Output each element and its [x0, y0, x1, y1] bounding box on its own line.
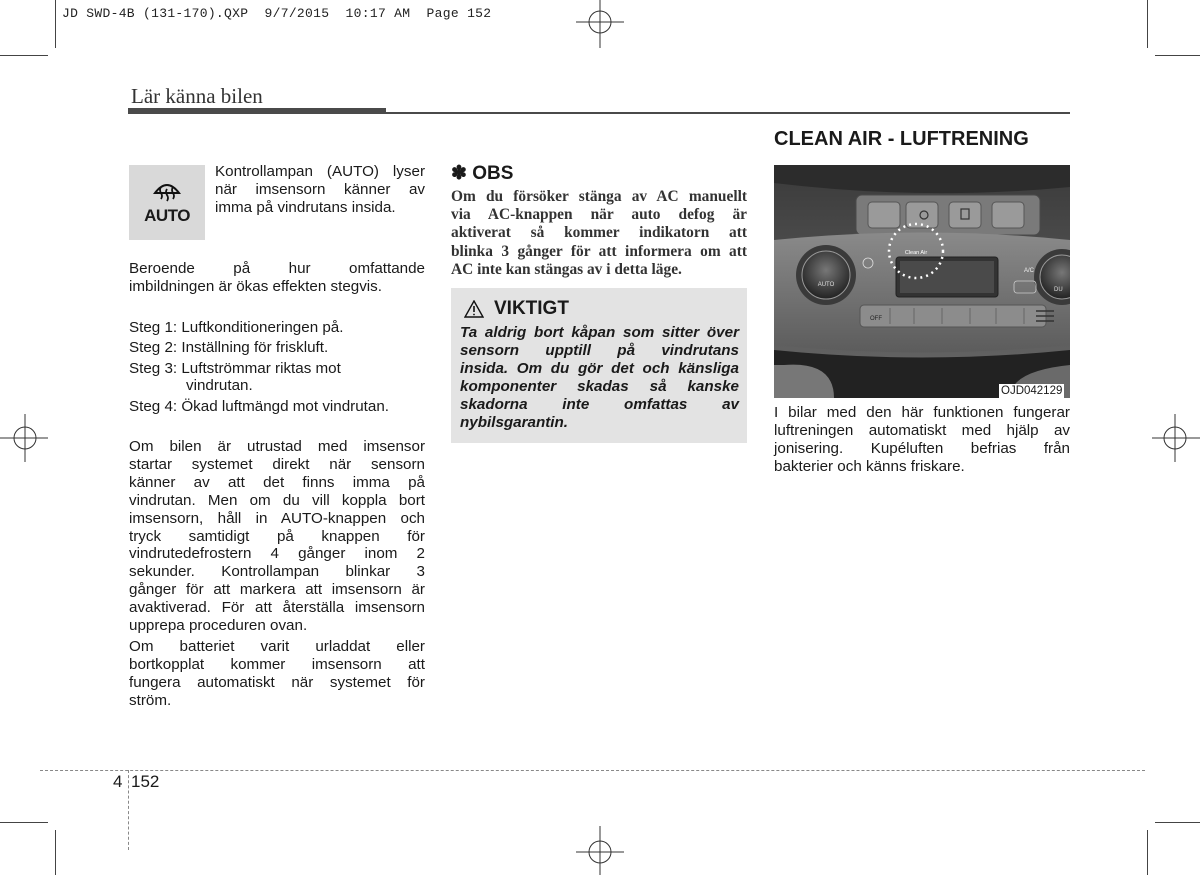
paragraph-battery	[129, 638, 425, 710]
text-line: insida. Om du gör det och känsliga	[460, 359, 739, 377]
paragraph-intensity	[129, 260, 425, 296]
step-item: Steg 2: Inställning för friskluft.	[129, 339, 329, 357]
obs-heading: ✽ OBS	[451, 163, 514, 184]
auto-knob-label: AUTO	[817, 282, 835, 288]
defrost-icon	[152, 179, 182, 205]
header-rule-thin	[386, 112, 1070, 114]
clean-air-description	[774, 404, 1070, 476]
text-line: Beroende på hur omfattande	[129, 260, 425, 277]
warning-heading-text: VIKTIGT	[494, 298, 569, 319]
paragraph-sensor	[129, 438, 425, 635]
text-line: sensorn upptill på vindrutans	[460, 341, 739, 359]
climate-panel-illustration	[774, 165, 1070, 398]
page-number	[113, 772, 159, 792]
steps-list	[129, 318, 425, 417]
text-line: tryck samtidigt på knappen för	[129, 527, 425, 545]
text-line: skadorna inte omfattas av	[460, 395, 739, 413]
auto-defog-icon	[129, 165, 205, 240]
warning-heading	[464, 298, 569, 320]
text-line: vindrutan. Men om du vill koppla bort	[129, 491, 425, 509]
obs-text	[451, 188, 747, 279]
crop-mark	[1147, 0, 1148, 48]
text-line: sekunder. Kontrollampan blinkar 3	[129, 563, 425, 581]
step-item: Steg 4: Ökad luftmängd mot vindrutan.	[129, 397, 390, 415]
text-line: luftreningen automatiskt med hjälp av	[774, 421, 1070, 439]
text-line: imbildningen är ökas effekten stegvis.	[129, 277, 382, 295]
registration-mark-right	[1150, 410, 1200, 466]
section-title: Lär känna bilen	[131, 84, 263, 108]
text-line: bortkopplat kommer imsensorn att	[129, 655, 425, 673]
icon-caption	[215, 163, 425, 217]
photo-code: OJD042129	[1001, 385, 1063, 397]
page-number-value: 152	[131, 772, 160, 791]
print-slug: JD SWD-4B (131-170).QXP 9/7/2015 10:17 AM Page 152	[62, 6, 492, 21]
step-item: Steg 3: Luftströmmar riktas mot	[129, 359, 341, 377]
crop-mark	[1155, 822, 1200, 823]
text-line: Om batteriet varit urladdat eller	[129, 638, 425, 655]
text-line: ström.	[129, 691, 172, 709]
text-line: avaktiverad. För att återställa imsensorn	[129, 599, 425, 617]
ac-button-label: A/C	[1024, 268, 1035, 274]
clean-air-heading: CLEAN AIR - LUFTRENING	[774, 128, 1029, 150]
text-line: när imsensorn känner av	[215, 180, 425, 198]
header-rule-thick	[128, 108, 386, 114]
text-line: via AC-knappen när auto defog är	[451, 206, 747, 224]
step-item-continued: vindrutan.	[186, 377, 253, 395]
text-line: AC inte kan stängas av i detta läge.	[451, 260, 682, 278]
text-line: startar systemet direkt när sensorn	[129, 455, 425, 473]
crop-mark	[0, 55, 48, 56]
climate-control-photo	[774, 165, 1070, 398]
step-item: Steg 1: Luftkonditioneringen på.	[129, 319, 344, 336]
crop-mark	[55, 0, 56, 48]
text-line: upprepa proceduren ovan.	[129, 617, 308, 635]
text-line: blinka 3 gånger för att informera om att	[451, 242, 747, 260]
text-line: Om du försöker stänga av AC manuellt	[451, 188, 747, 205]
text-line: nybilsgarantin.	[460, 413, 569, 431]
text-line: imsensorn, håll in AUTO-knappen och	[129, 509, 425, 527]
text-line: komponenter skadas så kanske	[460, 377, 739, 395]
text-line: bakterier och känns friskare.	[774, 457, 965, 475]
text-line: fungera automatiskt när systemet för	[129, 673, 425, 691]
crop-mark	[1147, 830, 1148, 875]
text-line: Kontrollampan (AUTO) lyser	[215, 163, 425, 180]
auto-label: AUTO	[144, 206, 190, 225]
text-line: aktiverat så kommer indikatorn att	[451, 224, 747, 242]
footer-divider	[40, 770, 1145, 771]
off-button-label: OFF	[870, 316, 882, 322]
text-line: Ta aldrig bort kåpan som sitter över	[460, 324, 739, 341]
text-line: känner av att det finns imma på	[129, 473, 425, 491]
text-line: imma på vindrutans insida.	[215, 198, 396, 216]
warning-text	[460, 324, 739, 431]
crop-mark	[1155, 55, 1200, 56]
text-line: vindrutedefrostern 4 gånger inom 2	[129, 545, 425, 563]
text-line: Om bilen är utrustad med imsensor	[129, 438, 425, 455]
warning-triangle-icon	[464, 300, 484, 318]
text-line: jonisering. Kupéluften befrias från	[774, 439, 1070, 457]
text-line: I bilar med den här funktionen fungerar	[774, 404, 1070, 421]
dual-knob-label: DU	[1054, 287, 1063, 293]
registration-mark-top	[572, 0, 628, 50]
crop-mark	[0, 822, 48, 823]
crop-mark	[55, 830, 56, 875]
registration-mark-left	[0, 410, 50, 466]
clean-air-indicator-label: Clean Air	[904, 250, 928, 256]
chapter-number: 4	[113, 772, 123, 791]
text-line: gånger för att markera att imsensorn är	[129, 581, 425, 599]
registration-mark-bottom	[572, 826, 628, 875]
